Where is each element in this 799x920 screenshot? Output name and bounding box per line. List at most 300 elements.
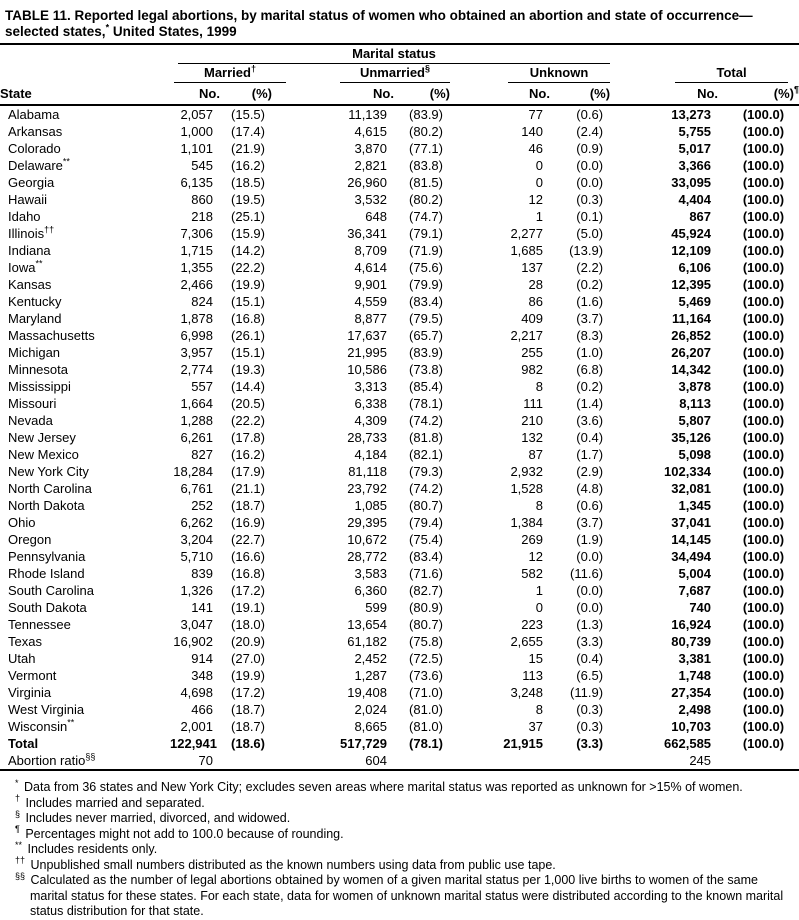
- cell-total-no: 16,924: [671, 616, 712, 632]
- cell-unmarried-pct: (83.4): [409, 293, 443, 309]
- cell-unknown-pct: (13.9): [569, 242, 604, 258]
- cell-total-pct: (100.0): [742, 259, 785, 275]
- cell-unmarried-pct: (83.4): [409, 548, 443, 564]
- page-title: [0, 6, 799, 43]
- cell-married-pct: (17.2): [231, 582, 265, 598]
- cell-total-pct: (100.0): [742, 701, 785, 717]
- cell-married-pct: (14.2): [231, 242, 265, 258]
- cell-unknown-no: 111: [523, 395, 543, 411]
- footnote-marker: ¶: [15, 824, 20, 835]
- total-label: Total: [716, 65, 747, 80]
- cell-unknown-pct: (0.0): [576, 582, 604, 598]
- cell-unmarried-no: 2,024: [354, 701, 387, 717]
- cell-unknown-no: 1: [535, 582, 543, 598]
- cell-total-pct: (100.0): [742, 310, 785, 326]
- footnote-marker: §§: [15, 870, 26, 881]
- span-header-row: [0, 44, 799, 64]
- cell-unmarried-no: 10,586: [347, 361, 387, 377]
- state-name: Kentucky: [8, 293, 62, 309]
- footnote-marker: §: [15, 808, 21, 819]
- total-pct-footnote-marker: ¶: [794, 84, 799, 95]
- cell-married-pct: (18.7): [231, 497, 265, 513]
- cell-total-pct: (100.0): [742, 548, 785, 564]
- cell-total-no: 35,126: [671, 429, 712, 445]
- cell-unmarried-pct: (79.3): [409, 463, 443, 479]
- cell-married-pct: (14.4): [231, 378, 265, 394]
- cell-married-pct: (15.5): [231, 106, 265, 122]
- cell-unmarried-pct: (74.7): [409, 208, 443, 224]
- table-row: [0, 565, 799, 582]
- table-row: [0, 616, 799, 633]
- cell-unknown-pct: (3.3): [576, 735, 604, 751]
- marital-status-span-header: [170, 44, 610, 64]
- cell-total-no: 45,924: [671, 225, 712, 241]
- cell-married-pct: (18.0): [231, 616, 265, 632]
- cell-unmarried-pct: [394, 752, 450, 770]
- cell-total-no: 5,807: [678, 412, 712, 428]
- cell-unknown-pct: (0.0): [576, 599, 604, 615]
- cell-unmarried-no: 36,341: [347, 225, 387, 241]
- cell-unmarried-no: 28,733: [347, 429, 387, 445]
- cell-total-no: 13,273: [671, 106, 712, 122]
- cell-unmarried-no: 17,637: [347, 327, 387, 343]
- table-row: [0, 276, 799, 293]
- cell-unknown-pct: (1.4): [576, 395, 604, 411]
- cell-total-pct: (100.0): [742, 225, 785, 241]
- cell-married-pct: (16.8): [231, 565, 265, 581]
- state-name: Massachusetts: [8, 327, 95, 343]
- table-row: [0, 735, 799, 752]
- cell-unknown-pct: (5.0): [576, 225, 604, 241]
- state-name: Vermont: [8, 667, 57, 683]
- table-row: [0, 208, 799, 225]
- cell-unmarried-no: 3,583: [354, 565, 387, 581]
- cell-total-pct: (100.0): [742, 633, 785, 649]
- cell-married-no: 18,284: [173, 463, 213, 479]
- state-name: Ohio: [8, 514, 36, 530]
- cell-total-no: 32,081: [671, 480, 712, 496]
- cell-total-pct: (100.0): [742, 123, 785, 139]
- footnote: § Includes never married, divorced, and widowed.: [15, 808, 291, 825]
- state-name: Abortion ratio§§: [8, 751, 96, 768]
- cell-total-pct: (100.0): [742, 650, 785, 666]
- cell-married-pct: (26.1): [231, 327, 265, 343]
- cell-unknown-no: 21,915: [503, 735, 543, 751]
- unmarried-group-header: [272, 64, 450, 83]
- cell-total-no: 14,342: [671, 361, 712, 377]
- cell-married-pct: (19.3): [231, 361, 265, 377]
- cell-unknown-pct: (0.4): [576, 429, 604, 445]
- table-row: [0, 327, 799, 344]
- table-row: [0, 684, 799, 701]
- cell-married-pct: (20.9): [231, 633, 265, 649]
- cell-unmarried-no: 26,960: [347, 174, 387, 190]
- unmarried-no-header: No.: [272, 83, 394, 105]
- table-row: [0, 242, 799, 259]
- cell-unmarried-no: 28,772: [347, 548, 387, 564]
- cell-total-pct: (100.0): [742, 531, 785, 547]
- table-row: [0, 531, 799, 548]
- table-row: [0, 701, 799, 718]
- table-row: [0, 548, 799, 565]
- cell-unknown-pct: (0.0): [576, 548, 604, 564]
- cell-unknown-no: 86: [528, 293, 543, 309]
- cell-unknown-no: 12: [528, 548, 543, 564]
- cell-unmarried-no: 648: [365, 208, 387, 224]
- cell-unknown-pct: (0.6): [576, 497, 604, 513]
- cell-married-no: 3,204: [180, 531, 213, 547]
- cell-unknown-pct: (3.7): [576, 514, 604, 530]
- table-row: [0, 395, 799, 412]
- cell-married-no: 2,774: [180, 361, 213, 377]
- cell-total-pct: (100.0): [742, 412, 785, 428]
- cell-unmarried-no: 13,654: [347, 616, 387, 632]
- cell-unmarried-pct: (83.8): [409, 157, 443, 173]
- cell-unknown-no: 87: [528, 446, 543, 462]
- cell-unmarried-no: 10,672: [347, 531, 387, 547]
- cell-married-pct: (15.1): [231, 293, 265, 309]
- cell-unknown-no: 0: [535, 157, 543, 173]
- cell-total-pct: (100.0): [742, 446, 785, 462]
- state-name: South Dakota: [8, 599, 87, 615]
- cell-total-pct: (100.0): [742, 429, 785, 445]
- state-name: Alabama: [8, 106, 60, 122]
- cell-unknown-no: 132: [521, 429, 543, 445]
- cell-married-pct: (22.2): [231, 259, 265, 275]
- footnote-marker: *: [15, 777, 19, 788]
- cell-married-no: 7,306: [180, 225, 213, 241]
- title-tail: United States, 1999: [109, 24, 237, 39]
- table-body: [0, 105, 799, 770]
- cell-unmarried-pct: (81.5): [409, 174, 443, 190]
- cell-total-no: 26,852: [671, 327, 712, 343]
- cell-unknown-no: 3,248: [510, 684, 543, 700]
- cell-total-pct: (100.0): [742, 395, 785, 411]
- cell-unmarried-no: 3,870: [354, 140, 387, 156]
- cell-married-no: 4,698: [180, 684, 213, 700]
- cell-unmarried-pct: (80.7): [409, 497, 443, 513]
- cell-total-pct: (100.0): [742, 463, 785, 479]
- table-row: [0, 429, 799, 446]
- cell-unmarried-no: 23,792: [347, 480, 387, 496]
- cell-total-pct: (100.0): [742, 582, 785, 598]
- table-row: [0, 293, 799, 310]
- cell-unknown-no: 223: [521, 616, 543, 632]
- cell-married-pct: (17.2): [231, 684, 265, 700]
- cell-total-pct: (100.0): [742, 174, 785, 190]
- cell-married-pct: (19.1): [231, 599, 265, 615]
- cell-unmarried-no: 599: [365, 599, 387, 615]
- state-name: Missouri: [8, 395, 57, 411]
- footnote-marker: †: [15, 793, 21, 804]
- cell-unmarried-pct: (79.5): [409, 310, 443, 326]
- table-row: [0, 582, 799, 599]
- cell-unknown-pct: (0.2): [576, 276, 604, 292]
- cell-unknown-pct: (0.1): [576, 208, 604, 224]
- cell-unknown-no: 582: [521, 565, 543, 581]
- cell-unknown-pct: (4.8): [576, 480, 604, 496]
- cell-unknown-pct: (0.6): [576, 106, 604, 122]
- cell-unmarried-no: 1,287: [354, 667, 387, 683]
- cell-unknown-no: 1,528: [510, 480, 543, 496]
- cell-married-pct: (22.2): [231, 412, 265, 428]
- cell-total-no: 27,354: [671, 684, 712, 700]
- cell-unmarried-pct: (79.1): [409, 225, 443, 241]
- spacer-cell: [0, 64, 170, 83]
- cell-total-no: 14,145: [671, 531, 712, 547]
- cell-total-no: 867: [689, 208, 712, 224]
- state-footnote-marker: **: [35, 258, 43, 269]
- cell-total-no: 12,395: [671, 276, 712, 292]
- table-header: [0, 44, 799, 105]
- state-name: Minnesota: [8, 361, 68, 377]
- cell-unknown-no: 77: [528, 106, 543, 122]
- cell-total-pct: (100.0): [742, 208, 785, 224]
- married-pct-header: (%): [220, 83, 272, 105]
- state-name: West Virginia: [8, 701, 85, 717]
- cell-unknown-pct: (0.2): [576, 378, 604, 394]
- cell-unmarried-no: 8,877: [354, 310, 387, 326]
- title-footnote-marker: *: [105, 22, 110, 33]
- cell-married-pct: (16.2): [231, 446, 265, 462]
- state-name: Wisconsin**: [8, 717, 75, 734]
- cell-unknown-no: 37: [528, 718, 543, 734]
- footnote: ** Includes residents only.: [15, 839, 158, 856]
- cell-total-pct: (100.0): [742, 565, 785, 581]
- cell-unknown-pct: (1.3): [576, 616, 604, 632]
- state-name: New Jersey: [8, 429, 76, 445]
- cell-married-no: 1,288: [180, 412, 213, 428]
- cell-total-no: 12,109: [671, 242, 712, 258]
- state-name: Texas: [8, 633, 42, 649]
- cell-married-no: 545: [191, 157, 213, 173]
- cell-total-no: 11,164: [671, 310, 712, 326]
- cell-total-no: 10,703: [671, 718, 712, 734]
- marital-status-label: Marital status: [352, 46, 436, 61]
- total-pct-header: [718, 83, 799, 105]
- cell-unknown-no: 28: [528, 276, 543, 292]
- cell-total-no: 8,113: [679, 395, 712, 411]
- cell-unmarried-pct: (73.6): [409, 667, 443, 683]
- cell-married-pct: (21.9): [231, 140, 265, 156]
- cell-unknown-no: 12: [528, 191, 543, 207]
- title-text: TABLE 11. Reported legal abortions, by marital status of women who obtained an abortion and state of occurrence—selected states,: [5, 8, 753, 39]
- cell-unknown-no: [450, 752, 550, 770]
- cell-unknown-pct: (11.6): [570, 565, 604, 581]
- cell-unmarried-no: 19,408: [347, 684, 387, 700]
- cell-unmarried-pct: (78.1): [409, 395, 443, 411]
- cell-married-pct: [220, 752, 272, 770]
- table-row: [0, 344, 799, 361]
- cell-unknown-pct: (0.4): [576, 650, 604, 666]
- unknown-label: Unknown: [529, 65, 589, 80]
- cell-unknown-no: 113: [522, 667, 543, 683]
- cell-married-no: 2,057: [180, 106, 213, 122]
- cell-married-no: 827: [191, 446, 213, 462]
- cell-unmarried-no: 61,182: [347, 633, 387, 649]
- cell-married-no: 1,000: [180, 123, 213, 139]
- cell-unmarried-pct: (75.8): [409, 633, 443, 649]
- cell-unknown-no: 46: [528, 140, 543, 156]
- cell-total-no: 37,041: [671, 514, 712, 530]
- cell-unmarried-pct: (81.8): [409, 429, 443, 445]
- cell-unmarried-no: 6,338: [354, 395, 387, 411]
- unknown-no-header: No.: [450, 83, 550, 105]
- cell-total-no: 662,585: [664, 735, 712, 751]
- cell-unmarried-pct: (71.6): [409, 565, 443, 581]
- cell-total-pct: (100.0): [742, 276, 785, 292]
- cell-married-pct: (21.1): [231, 480, 265, 496]
- total-pct-label: (%): [773, 86, 795, 101]
- state-name: Kansas: [8, 276, 52, 292]
- state-footnote-marker: §§: [85, 751, 96, 762]
- state-name: Idaho: [8, 208, 41, 224]
- cell-total-pct: (100.0): [742, 242, 785, 258]
- cell-married-pct: (18.7): [231, 701, 265, 717]
- group-header-row: [0, 64, 799, 83]
- cell-unmarried-no: 29,395: [347, 514, 387, 530]
- cell-unmarried-pct: (74.2): [409, 412, 443, 428]
- footnote: †† Unpublished small numbers distributed as the known numbers using data from public use tape.: [15, 855, 556, 872]
- state-footnote-marker: **: [62, 156, 70, 167]
- unmarried-label: Unmarried: [359, 65, 425, 80]
- cell-total-no: 34,494: [671, 548, 712, 564]
- cell-total-no: 80,739: [671, 633, 712, 649]
- cell-total-no: 5,004: [678, 565, 712, 581]
- table-row: [0, 480, 799, 497]
- cell-married-pct: (20.5): [231, 395, 265, 411]
- table-row: [0, 123, 799, 140]
- cell-total-no: 1,345: [678, 497, 712, 513]
- cell-unknown-no: 8: [535, 378, 543, 394]
- cell-unknown-pct: (1.9): [576, 531, 604, 547]
- state-name: Illinois††: [8, 224, 55, 241]
- table-row: [0, 497, 799, 514]
- cell-total-pct: (100.0): [742, 327, 785, 343]
- state-name: Michigan: [8, 344, 61, 360]
- cell-married-no: 6,261: [180, 429, 213, 445]
- cell-unknown-pct: (1.7): [576, 446, 604, 462]
- state-name: Utah: [8, 650, 36, 666]
- cell-unknown-no: 1,685: [510, 242, 543, 258]
- cell-total-pct: (100.0): [742, 293, 785, 309]
- cell-married-no: 1,878: [180, 310, 213, 326]
- cell-married-no: 860: [191, 191, 213, 207]
- abortions-by-marital-status-table: [0, 43, 799, 771]
- cell-married-no: 557: [191, 378, 213, 394]
- cell-unmarried-pct: (75.4): [409, 531, 443, 547]
- cell-married-no: 1,664: [180, 395, 213, 411]
- state-name: Tennessee: [8, 616, 71, 632]
- cell-unmarried-pct: (85.4): [409, 378, 443, 394]
- cell-total-no: 6,106: [678, 259, 712, 275]
- cell-married-no: 6,262: [180, 514, 213, 530]
- cell-unmarried-no: 8,665: [354, 718, 387, 734]
- cell-total-no: 5,017: [678, 140, 712, 156]
- cell-unknown-pct: (6.5): [576, 667, 604, 683]
- cell-unmarried-pct: (81.0): [409, 701, 443, 717]
- table-row: [0, 599, 799, 616]
- cell-married-pct: (18.5): [231, 174, 265, 190]
- cell-total-pct: (100.0): [742, 684, 785, 700]
- cell-unknown-pct: (3.6): [576, 412, 604, 428]
- footnote: * Data from 36 states and New York City; excludes seven areas where marital status was reported as unknown for >15% of women.: [15, 777, 743, 794]
- table-row: [0, 633, 799, 650]
- cell-unmarried-pct: (71.0): [409, 684, 443, 700]
- cell-unmarried-pct: (77.1): [409, 140, 443, 156]
- cell-unknown-no: 1,384: [510, 514, 543, 530]
- cell-unmarried-pct: (79.4): [409, 514, 443, 530]
- state-name: Delaware**: [8, 156, 70, 173]
- cell-unmarried-no: 8,709: [354, 242, 387, 258]
- cell-total-pct: (100.0): [742, 106, 785, 122]
- table-row: [0, 157, 799, 174]
- cell-total-pct: (100.0): [742, 191, 785, 207]
- state-name: North Carolina: [8, 480, 92, 496]
- cell-total-no: 26,207: [671, 344, 712, 360]
- cell-married-pct: (17.8): [231, 429, 265, 445]
- cell-total-pct: (100.0): [742, 616, 785, 632]
- cell-married-pct: (19.9): [231, 276, 265, 292]
- table-row: [0, 650, 799, 667]
- column-header-row: [0, 83, 799, 105]
- cell-total-pct: (100.0): [742, 480, 785, 496]
- cell-married-no: 5,710: [180, 548, 213, 564]
- cell-unmarried-pct: (83.9): [409, 106, 443, 122]
- cell-unknown-pct: (2.9): [576, 463, 604, 479]
- cell-married-pct: (17.9): [231, 463, 265, 479]
- cell-unknown-no: 409: [521, 310, 543, 326]
- cell-total-pct: (100.0): [742, 718, 785, 734]
- cell-married-no: 466: [191, 701, 213, 717]
- footnote: ¶ Percentages might not add to 100.0 because of rounding.: [15, 824, 344, 841]
- cell-unmarried-no: 517,729: [340, 735, 387, 751]
- cell-married-pct: (19.5): [231, 191, 265, 207]
- table-row: [0, 378, 799, 395]
- cell-married-pct: (15.9): [231, 225, 265, 241]
- state-name: Colorado: [8, 140, 61, 156]
- cell-married-no: 839: [191, 565, 213, 581]
- cell-unmarried-pct: (79.9): [409, 276, 443, 292]
- cell-unknown-pct: (0.3): [576, 718, 604, 734]
- state-name: Georgia: [8, 174, 55, 190]
- cell-married-pct: (18.6): [231, 735, 265, 751]
- footnote-marker: ††: [15, 855, 26, 866]
- table-row: [0, 105, 799, 123]
- state-name: New Mexico: [8, 446, 79, 462]
- state-name: Hawaii: [8, 191, 48, 207]
- cell-unmarried-pct: (71.9): [409, 242, 443, 258]
- cell-unmarried-pct: (81.0): [409, 718, 443, 734]
- table-row: [0, 310, 799, 327]
- cell-unmarried-no: 3,532: [354, 191, 387, 207]
- unmarried-pct-header: (%): [394, 83, 450, 105]
- cell-unknown-no: 2,277: [510, 225, 543, 241]
- cell-total-pct: (100.0): [742, 344, 785, 360]
- cell-unmarried-no: 4,614: [354, 259, 387, 275]
- cell-unknown-pct: (2.2): [576, 259, 604, 275]
- cell-total-no: 245: [689, 752, 712, 768]
- cell-unmarried-no: 4,184: [354, 446, 387, 462]
- cell-unknown-pct: (11.9): [570, 684, 604, 700]
- cell-married-no: 1,101: [180, 140, 213, 156]
- state-name: Arkansas: [8, 123, 63, 139]
- cell-unknown-no: 2,217: [510, 327, 543, 343]
- state-name: New York City: [8, 463, 89, 479]
- footnotes: [0, 777, 799, 920]
- unknown-group-header: [450, 64, 610, 83]
- cell-unmarried-pct: (83.9): [409, 344, 443, 360]
